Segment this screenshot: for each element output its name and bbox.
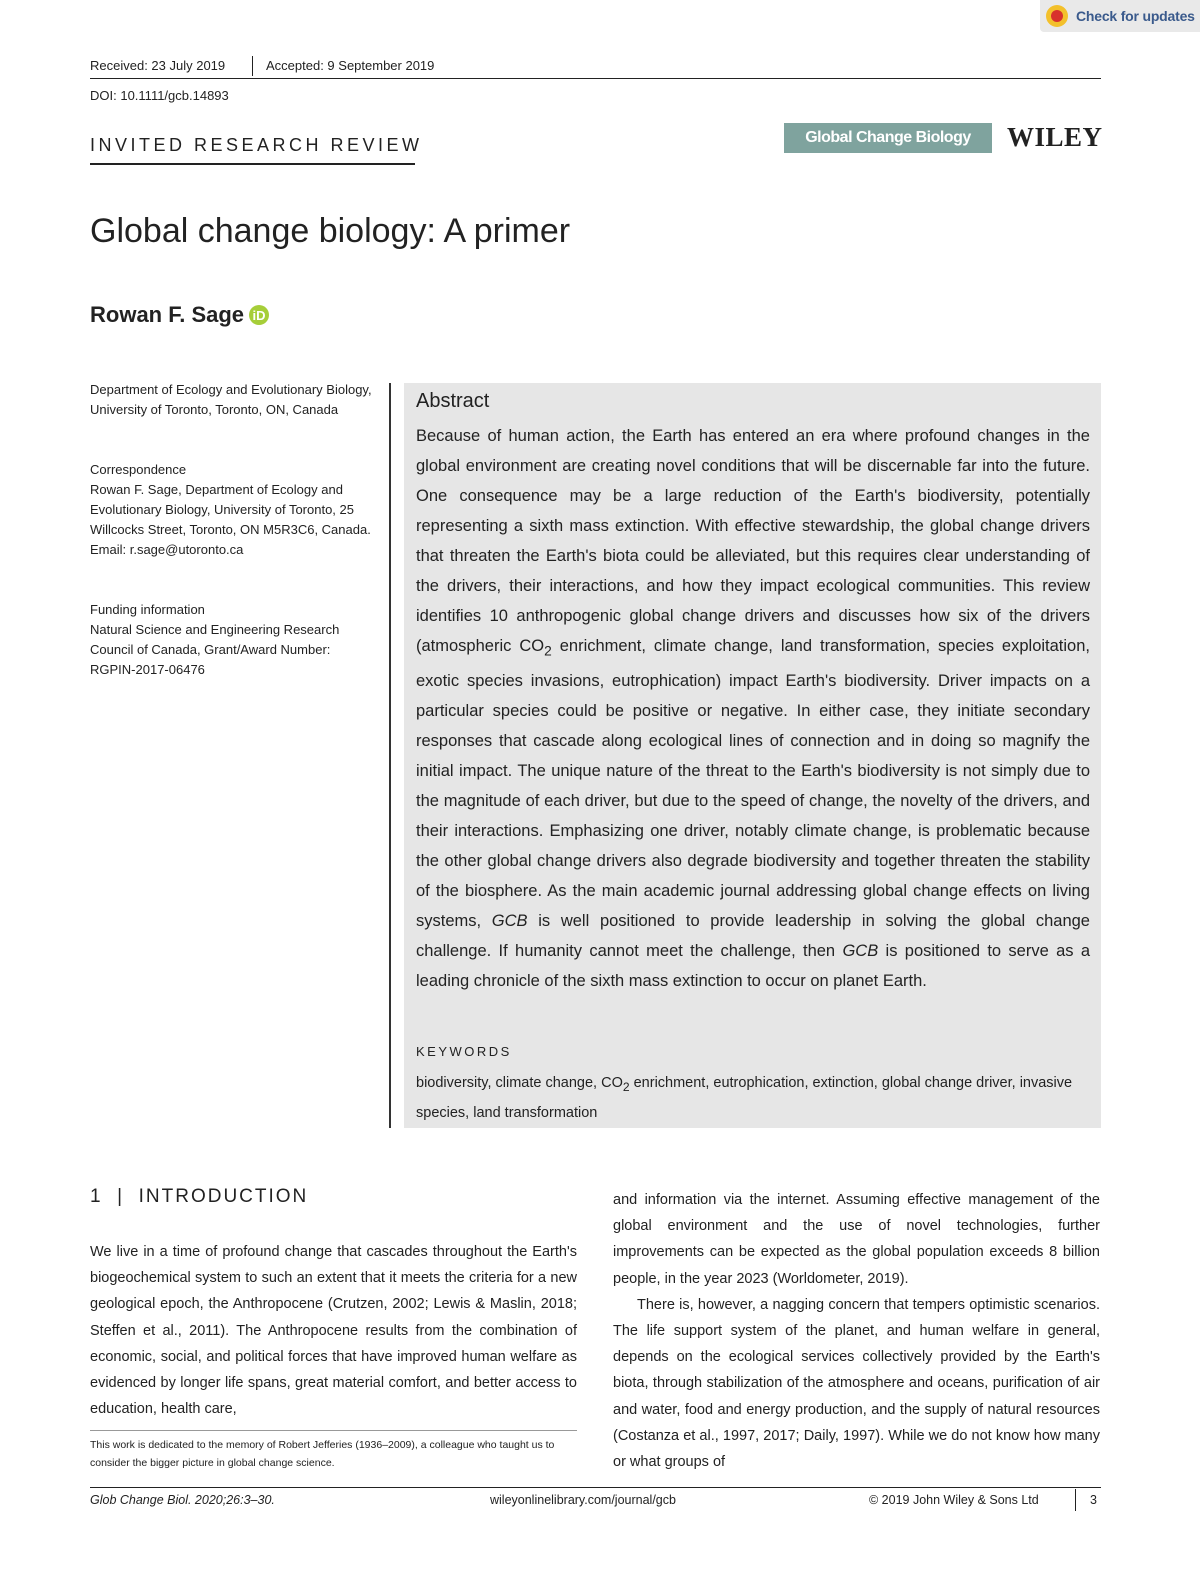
funding-block (90, 600, 375, 680)
affiliation: Department of Ecology and Evolutionary Biology, University of Toronto, Toronto, ON, Canada (90, 382, 372, 417)
journal-logo: Global Change Biology (784, 123, 992, 153)
footer-separator (1075, 1489, 1076, 1511)
correspondence-block (90, 460, 375, 560)
check-for-updates-label: Check for updates (1076, 8, 1195, 24)
funding-text: Natural Science and Engineering Research Council of Canada, Grant/Award Number: RGPIN-2017-06476 (90, 622, 340, 677)
footer-url[interactable]: wileyonlinelibrary.com/journal/gcb (490, 1493, 676, 1507)
crossmark-icon (1046, 5, 1068, 27)
footnote-rule (90, 1430, 577, 1431)
abstract-heading: Abstract (416, 390, 490, 412)
intro-paragraph-2: There is, however, a nagging concern that tempers optimistic scenarios. The life support system of the planet, and human welfare in general, depends on the ecological services collectively provided by the Earth's biota, through stabilization of the atmosphere and oceans, purification of air and water, food and energy production, and the supply of natural resources (Costanza et al., 1997, 2017; Daily, 1997). While we do not know how many or what groups of (613, 1296, 1100, 1471)
header-separator (252, 56, 253, 76)
author-name: Rowan F. Sage (90, 302, 245, 327)
correspondence-heading: Correspondence (90, 462, 187, 477)
abstract-text: Because of human action, the Earth has entered an era where profound changes in the global environment are creating novel conditions that will be discernable far into the future. One consequence may be a large reduction of the Earth's biodiversity, potentially representing a sixth mass extinction. With effective stewardship, the global change drivers that threaten the Earth's biota could be alleviated, but this requires clear understanding of the drivers, their interactions, and how they impact ecological communities. This review identifies 10 anthropogenic global change drivers and discusses how six of the drivers (atmospheric $CO_2$ enrichment, climate change, land transformation, species exploitation, exotic species invasions, eutrophication) impact Earth's biodiversity. Driver impacts on a particular species could be positive or negative. In either case, they initiate secondary responses that cascade along ecological lines of connection and in doing so magnify the initial impact. The unique nature of the threat to the Earth's biodiversity is not simply due to the magnitude of each driver, but due to the speed of change, the novelty of the drivers, and their interactions. Emphasizing one driver, notably climate change, is problematic because the other global change drivers also degrade biodiversity and together threaten the stability of the biosphere. As the main academic journal addressing global change effects on living systems, GCB is well positioned to provide leadership in solving the global change challenge. If humanity cannot meet the challenge, then GCB is positioned to serve as a leading chronicle of the sixth mass extinction to occur on planet Earth. (416, 427, 1090, 991)
publisher-logo: WILEY (1007, 122, 1103, 152)
section-kind: INVITED RESEARCH REVIEW (90, 135, 423, 155)
header-rule (90, 78, 1101, 79)
sidebar-divider (389, 383, 391, 1128)
intro-column-1: We live in a time of profound change that cascades throughout the Earth's biogeochemical system to such an extent that it meets the criteria for a new geological epoch, the Anthropocene (Crutzen, 2002; Lewis & Maslin, 2018; Steffen et al., 2011). The Anthropocene results from the combination of economic, social, and political forces that have improved human welfare as evidenced by longer life spans, great material comfort, and better access to education, health care, (90, 1244, 577, 1418)
footer-citation: Glob Change Biol. 2020;26:3–30. (90, 1493, 275, 1507)
correspondence-email[interactable]: Email: r.sage@utoronto.ca (90, 542, 244, 557)
page-number: 3 (1090, 1493, 1097, 1507)
funding-heading: Funding information (90, 602, 205, 617)
article-title: Global change biology: A primer (90, 212, 571, 250)
doi[interactable]: DOI: 10.1111/gcb.14893 (90, 88, 229, 103)
keywords-heading: KEYWORDS (416, 1044, 512, 1059)
orcid-icon[interactable]: iD (249, 305, 269, 325)
accepted-date: Accepted: 9 September 2019 (266, 58, 435, 73)
intro-column-2 (613, 1187, 1100, 1475)
section-kind-underline (90, 163, 415, 165)
keywords-text: biodiversity, climate change, $CO_2$ enrichment, eutrophication, extinction, global change driver, invasive species, land transformation (416, 1075, 1073, 1121)
dedication-footnote: This work is dedicated to the memory of Robert Jefferies (1936–2009), a colleague who taught us to consider the bigger picture in global change science. (90, 1439, 555, 1469)
check-for-updates-button[interactable] (1040, 0, 1200, 32)
introduction-heading: 1 | INTRODUCTION (90, 1186, 309, 1207)
received-date: Received: 23 July 2019 (90, 58, 226, 73)
footer-copyright: © 2019 John Wiley & Sons Ltd (869, 1493, 1039, 1507)
correspondence-text: Rowan F. Sage, Department of Ecology and Evolutionary Biology, University of Toronto, 25 Willcocks Street, Toronto, ON M5R3C6, Canada. (90, 482, 371, 537)
intro-paragraph-1: and information via the internet. Assuming effective management of the global environment and the use of novel technologies, further improvements can be expected as the global population exceeds 8 billion people, in the year 2023 (Worldometer, 2019). (613, 1192, 1100, 1287)
footer-rule (90, 1487, 1101, 1488)
